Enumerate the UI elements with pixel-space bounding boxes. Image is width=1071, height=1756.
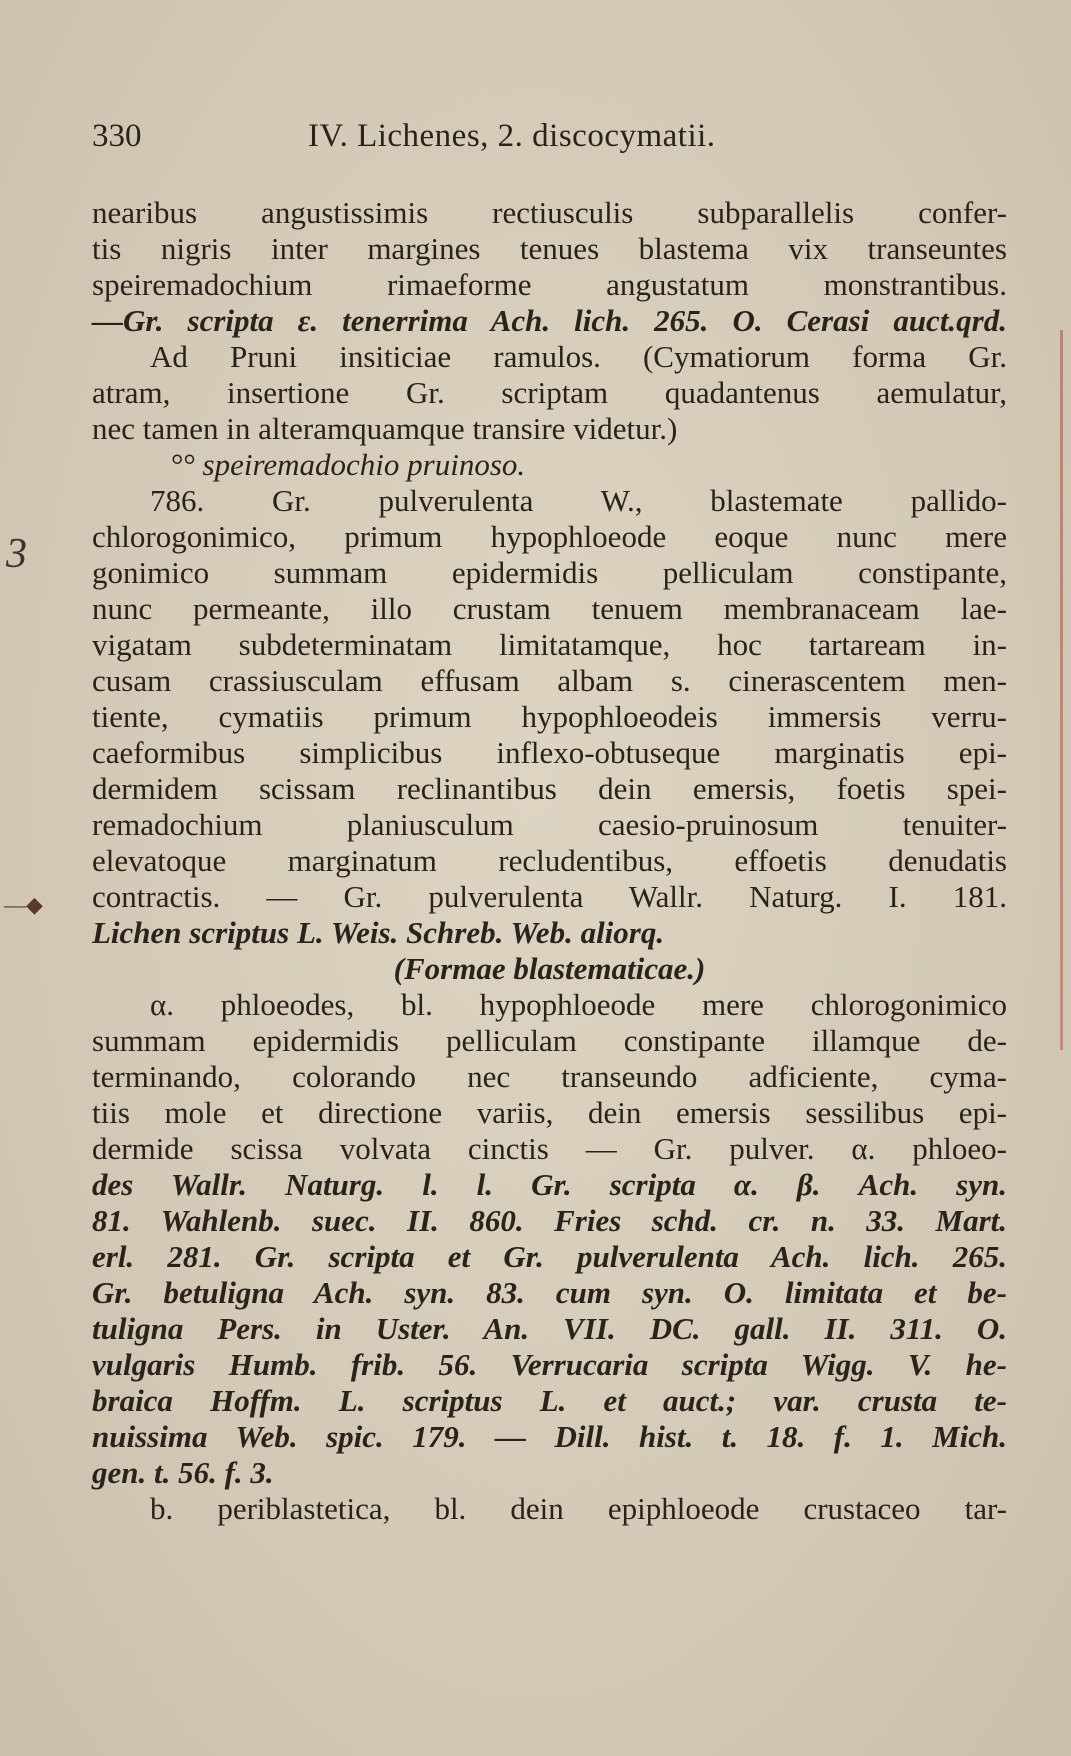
running-title: IV. Lichenes, 2. discocymatii. (308, 118, 716, 154)
text-line: atram, insertione Gr. scriptam quadantenus aemulatur, (92, 375, 1007, 410)
text-line: Lichen scriptus L. Weis. Schreb. Web. aliorq. (92, 915, 665, 950)
text-line: °° speiremadochio pruinoso. (170, 447, 526, 482)
text-line: tuligna Pers. in Uster. An. VII. DC. gall. II. 311. O. (92, 1311, 1007, 1346)
text-line: braica Hoffm. L. scriptus L. et auct.; var. crusta te- (92, 1383, 1007, 1418)
text-line: Ad Pruni insiticiae ramulos. (Cymatiorum forma Gr. (150, 339, 1007, 374)
text-line: nuissima Web. spic. 179. — Dill. hist. t. 18. f. 1. Mich. (92, 1419, 1007, 1454)
text-line: —Gr. scripta ε. tenerrima Ach. lich. 265. O. Cerasi auct.qrd. (92, 303, 1007, 338)
text-line: chlorogonimico, primum hypophloeode eoque nunc mere (92, 519, 1007, 554)
text-line: Gr. betuligna Ach. syn. 83. cum syn. O. limitata et be- (92, 1275, 1007, 1310)
text-line: gen. t. 56. f. 3. (92, 1455, 274, 1490)
text-line: nec tamen in alteramquamque transire videtur.) (92, 411, 678, 446)
text-line: des Wallr. Naturg. l. l. Gr. scripta α. β. Ach. syn. (92, 1167, 1007, 1202)
running-header (92, 118, 992, 168)
page-number: 330 (92, 118, 142, 154)
text-line: b. periblastetica, bl. dein epiphloeode crustaceo tar- (150, 1491, 1007, 1526)
margin-annotation: 3 (6, 531, 27, 577)
text-line: caeformibus simplicibus inflexo-obtuseque marginatis epi- (92, 735, 1007, 770)
text-line: 81. Wahlenb. suec. II. 860. Fries schd. cr. n. 33. Mart. (92, 1203, 1007, 1238)
text-line: tis nigris inter margines tenues blastema vix transeuntes (92, 231, 1007, 266)
text-line: nearibus angustissimis rectiusculis subparallelis confer- (92, 195, 1007, 230)
text-line: nunc permeante, illo crustam tenuem membranaceam lae- (92, 591, 1007, 626)
text-line: vulgaris Humb. frib. 56. Verrucaria scripta Wigg. V. he- (92, 1347, 1007, 1382)
page-edge-mark (1060, 330, 1063, 1050)
text-line: contractis. — Gr. pulverulenta Wallr. Naturg. I. 181. (92, 879, 1007, 914)
body-text (92, 195, 1007, 1527)
margin-annotation: —◆ (4, 892, 43, 917)
text-line: erl. 281. Gr. scripta et Gr. pulverulenta Ach. lich. 265. (92, 1239, 1007, 1274)
text-line: α. phloeodes, bl. hypophloeode mere chlorogonimico (150, 987, 1007, 1022)
text-line: elevatoque marginatum recludentibus, effoetis denudatis (92, 843, 1007, 878)
text-line: dermidem scissam reclinantibus dein emersis, foetis spei- (92, 771, 1007, 806)
section-heading: (Formae blastematicae.) (393, 951, 706, 986)
text-line: cusam crassiusculam effusam albam s. cinerascentem men- (92, 663, 1007, 698)
text-line: tiente, cymatiis primum hypophloeodeis immersis verru- (92, 699, 1007, 734)
text-line: speiremadochium rimaeforme angustatum monstrantibus. (92, 267, 1007, 302)
text-line: vigatam subdeterminatam limitatamque, hoc tartaream in- (92, 627, 1007, 662)
text-line: terminando, colorando nec transeundo adficiente, cyma- (92, 1059, 1007, 1094)
text-line: remadochium planiusculum caesio-pruinosum tenuiter- (92, 807, 1007, 842)
text-line: summam epidermidis pelliculam constipante illamque de- (92, 1023, 1007, 1058)
species-heading-line: 786. Gr. pulverulenta W., blastemate pallido- (150, 483, 1007, 518)
text-line: gonimico summam epidermidis pelliculam constipante, (92, 555, 1007, 590)
text-line: dermide scissa volvata cinctis — Gr. pulver. α. phloeo- (92, 1131, 1007, 1166)
text-line: tiis mole et directione variis, dein emersis sessilibus epi- (92, 1095, 1007, 1130)
